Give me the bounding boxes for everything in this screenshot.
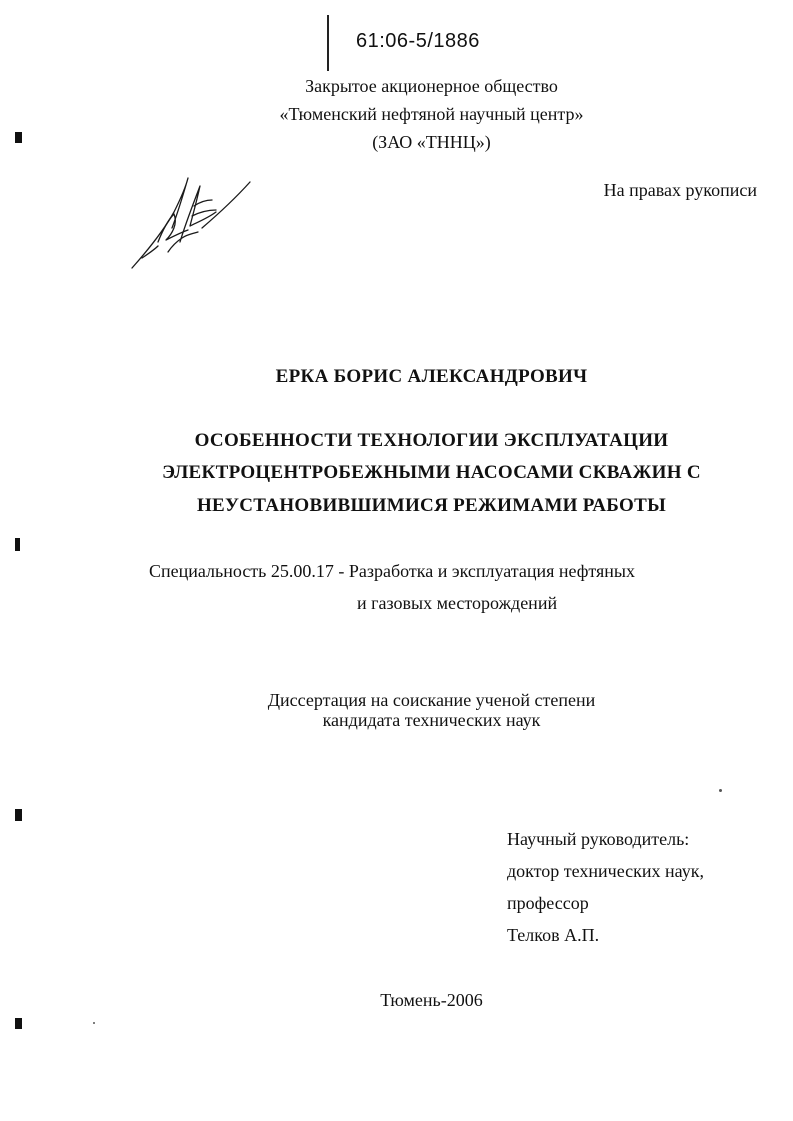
organization-line-2: «Тюменский нефтяной научный центр» (279, 104, 584, 124)
title-line-2: ЭЛЕКТРОЦЕНТРОБЕЖНЫМИ НАСОСАМИ СКВАЖИН С (162, 462, 701, 483)
organization-line-3: (ЗАО «ТННЦ») (372, 132, 491, 152)
title-line-3: НЕУСТАНОВИВШИМИСЯ РЕЖИМАМИ РАБОТЫ (196, 495, 667, 516)
city-year: Тюмень-2006 (380, 990, 483, 1010)
title-line-1: ОСОБЕННОСТИ ТЕХНОЛОГИИ ЭКСПЛУАТАЦИИ (194, 430, 669, 451)
supervisor-name: Телков А.П. (507, 925, 600, 945)
supervisor-label: Научный руководитель: (507, 829, 690, 849)
degree-line-1: Диссертация на соискание ученой степени (267, 690, 596, 710)
scan-speck (719, 789, 722, 792)
binder-mark (15, 809, 22, 821)
author-name: ЕРКА БОРИС АЛЕКСАНДРОВИЧ (275, 366, 588, 387)
specialty-line-1: Специальность 25.00.17 - Разработка и эксплуатация нефтяных (149, 561, 636, 581)
stamp-divider (327, 15, 329, 71)
binder-mark (15, 132, 22, 143)
specialty-line-2: и газовых месторождений (357, 593, 558, 613)
organization-line-1: Закрытое акционерное общество (305, 76, 558, 96)
binder-mark (15, 538, 20, 551)
manuscript-rights-note: На правах рукописи (603, 180, 757, 200)
handwritten-signature (128, 172, 258, 272)
supervisor-rank: профессор (507, 893, 589, 913)
scan-speck (93, 1022, 95, 1024)
stamp-code: 61:06-5/1886 (356, 30, 480, 52)
binder-mark (15, 1018, 22, 1029)
degree-line-2: кандидата технических наук (322, 710, 541, 730)
supervisor-degree: доктор технических наук, (507, 861, 704, 881)
